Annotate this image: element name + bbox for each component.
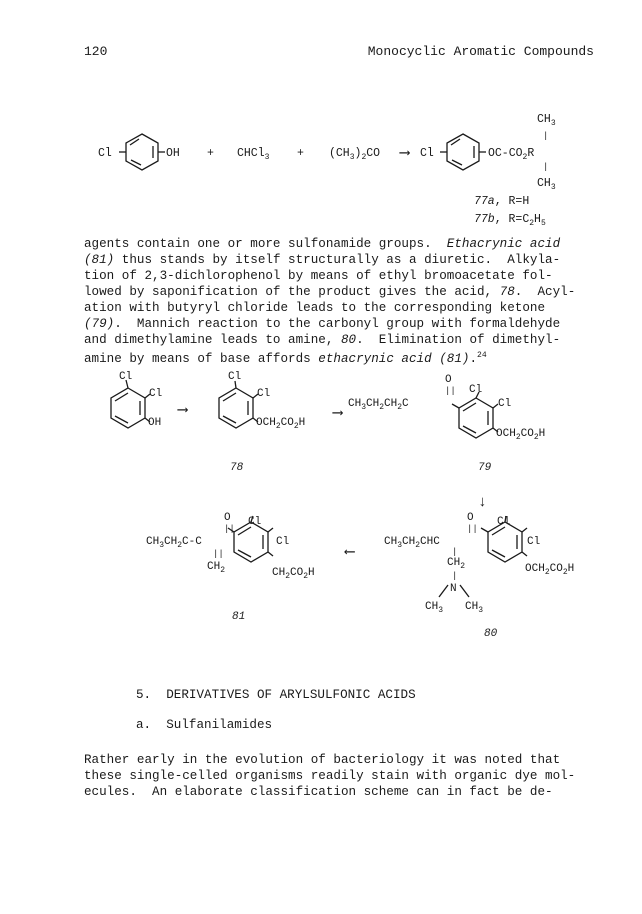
- atom-label: Cl: [276, 536, 290, 548]
- text-line: ation with butyryl chloride leads to the corresponding ketone: [84, 301, 546, 315]
- plus-sign: +: [207, 147, 214, 160]
- compound-label-78: 78: [230, 462, 244, 474]
- ester-group: $OC-CO_2R$: [488, 147, 535, 162]
- vinyl-ketone-chain: $CH_3CH_2C-C$: [146, 536, 202, 550]
- body-paragraph: [84, 752, 596, 800]
- acetone-formula: $(CH_3)_2CO$: [329, 147, 381, 162]
- methyl-group: $CH_3$: [465, 601, 484, 615]
- text-line: (79). Mannich reaction to the carbonyl group with formaldehyde: [84, 317, 561, 331]
- double-bond: ||: [213, 549, 224, 559]
- chloroform-formula: CHCl$_3$: [237, 147, 270, 162]
- section-number: 5.: [136, 688, 152, 702]
- text-line: ecules. An elaborate classification scheme can in fact be de-: [84, 785, 553, 799]
- methyl-group: $CH_3$: [537, 177, 556, 192]
- compound-label-81: 81: [232, 611, 246, 623]
- double-bond: ||: [467, 524, 478, 534]
- reaction-arrow: ⟶: [333, 405, 343, 422]
- text-line: lowed by saponification of the product gives the acid, 78. Acyl-: [84, 285, 576, 299]
- carbonyl-oxygen: O: [445, 374, 452, 386]
- reaction-arrow: ⟶: [178, 402, 188, 419]
- compound-label-77a: 77a, R=H: [474, 195, 530, 208]
- bond-tick: |: [452, 547, 458, 557]
- carbonyl-oxygen: O: [224, 512, 231, 524]
- subsection-heading: [136, 718, 272, 732]
- atom-label: Cl: [498, 398, 512, 410]
- atom-label: Cl: [257, 388, 271, 400]
- oxyacetic-acid-group: $OCH_2CO_2H$: [256, 417, 306, 431]
- atom-label: Cl: [98, 147, 112, 160]
- reaction-scheme-ethacrynic-acid: [0, 360, 642, 660]
- atom-label: Cl: [119, 371, 133, 383]
- atom-label: Cl: [469, 384, 483, 396]
- reaction-arrow-down: ↓: [478, 494, 488, 511]
- mannich-chain: $CH_3CH_2CHC$: [384, 536, 440, 550]
- plus-sign: +: [297, 147, 304, 160]
- atom-label: Cl: [497, 516, 511, 528]
- oxyacetic-acid-group: $OCH_2CO_2H$: [525, 563, 575, 577]
- text-line: (81) thus stands by itself structurally as a diuretic. Alkyla-: [84, 253, 561, 267]
- oxyacetic-acid-group: $OCH_2CO_2H$: [496, 428, 546, 442]
- text-line: and dimethylamine leads to amine, 80. Elimination of dimethyl-: [84, 333, 561, 347]
- methylene-group: $CH_2$: [207, 561, 226, 575]
- bond-tick: |: [543, 162, 549, 172]
- carbonyl-oxygen: O: [467, 512, 474, 524]
- atom-label: N: [450, 583, 457, 595]
- atom-label: OH: [148, 417, 162, 429]
- reaction-arrow-back: ⟵: [345, 544, 355, 561]
- text-line: Rather early in the evolution of bacteriology it was noted that: [84, 753, 561, 767]
- atom-label: Cl: [527, 536, 541, 548]
- compound-label-77b: 77b, $R=C_2H_5$: [474, 213, 546, 228]
- text-line: amine by means of base affords ethacrynic acid (81).$^{24}$: [84, 351, 487, 367]
- bond-tick: |: [452, 571, 458, 581]
- methyl-group: $CH_3$: [425, 601, 444, 615]
- section-title: DERIVATIVES OF ARYLSULFONIC ACIDS: [166, 688, 416, 702]
- atom-label: Cl: [248, 516, 262, 528]
- running-head: Monocyclic Aromatic Compounds: [367, 44, 594, 59]
- body-paragraph: [84, 236, 596, 367]
- double-bond: ||: [445, 386, 456, 396]
- atom-label: Cl: [149, 388, 163, 400]
- acetic-acid-group: $CH_2CO_2H$: [272, 567, 315, 581]
- text-line: these single-celled organisms readily stain with organic dye mol-: [84, 769, 576, 783]
- compound-label-79: 79: [478, 462, 492, 474]
- atom-label: Cl: [420, 147, 434, 160]
- compound-label-80: 80: [484, 628, 498, 640]
- atom-label: OH: [166, 147, 180, 160]
- section-heading: [136, 688, 416, 702]
- page-number: 120: [84, 44, 108, 59]
- text-line: agents contain one or more sulfonamide groups. Ethacrynic acid: [84, 237, 561, 251]
- butyryl-chain: $CH_3CH_2CH_2C$: [348, 398, 409, 412]
- text-line: tion of 2,3-dichlorophenol by means of ethyl bromoacetate fol-: [84, 269, 553, 283]
- bond-tick: |: [543, 131, 549, 141]
- reaction-scheme-77: [0, 0, 642, 230]
- subsection-title: Sulfanilamides: [166, 718, 273, 732]
- atom-label: Cl: [228, 371, 242, 383]
- double-bond: ||: [224, 524, 235, 534]
- reaction-arrow: ⟶: [400, 145, 410, 162]
- methylene-group: $CH_2$: [447, 557, 466, 571]
- subsection-letter: a.: [136, 718, 152, 732]
- methyl-group: $CH_3$: [537, 113, 556, 128]
